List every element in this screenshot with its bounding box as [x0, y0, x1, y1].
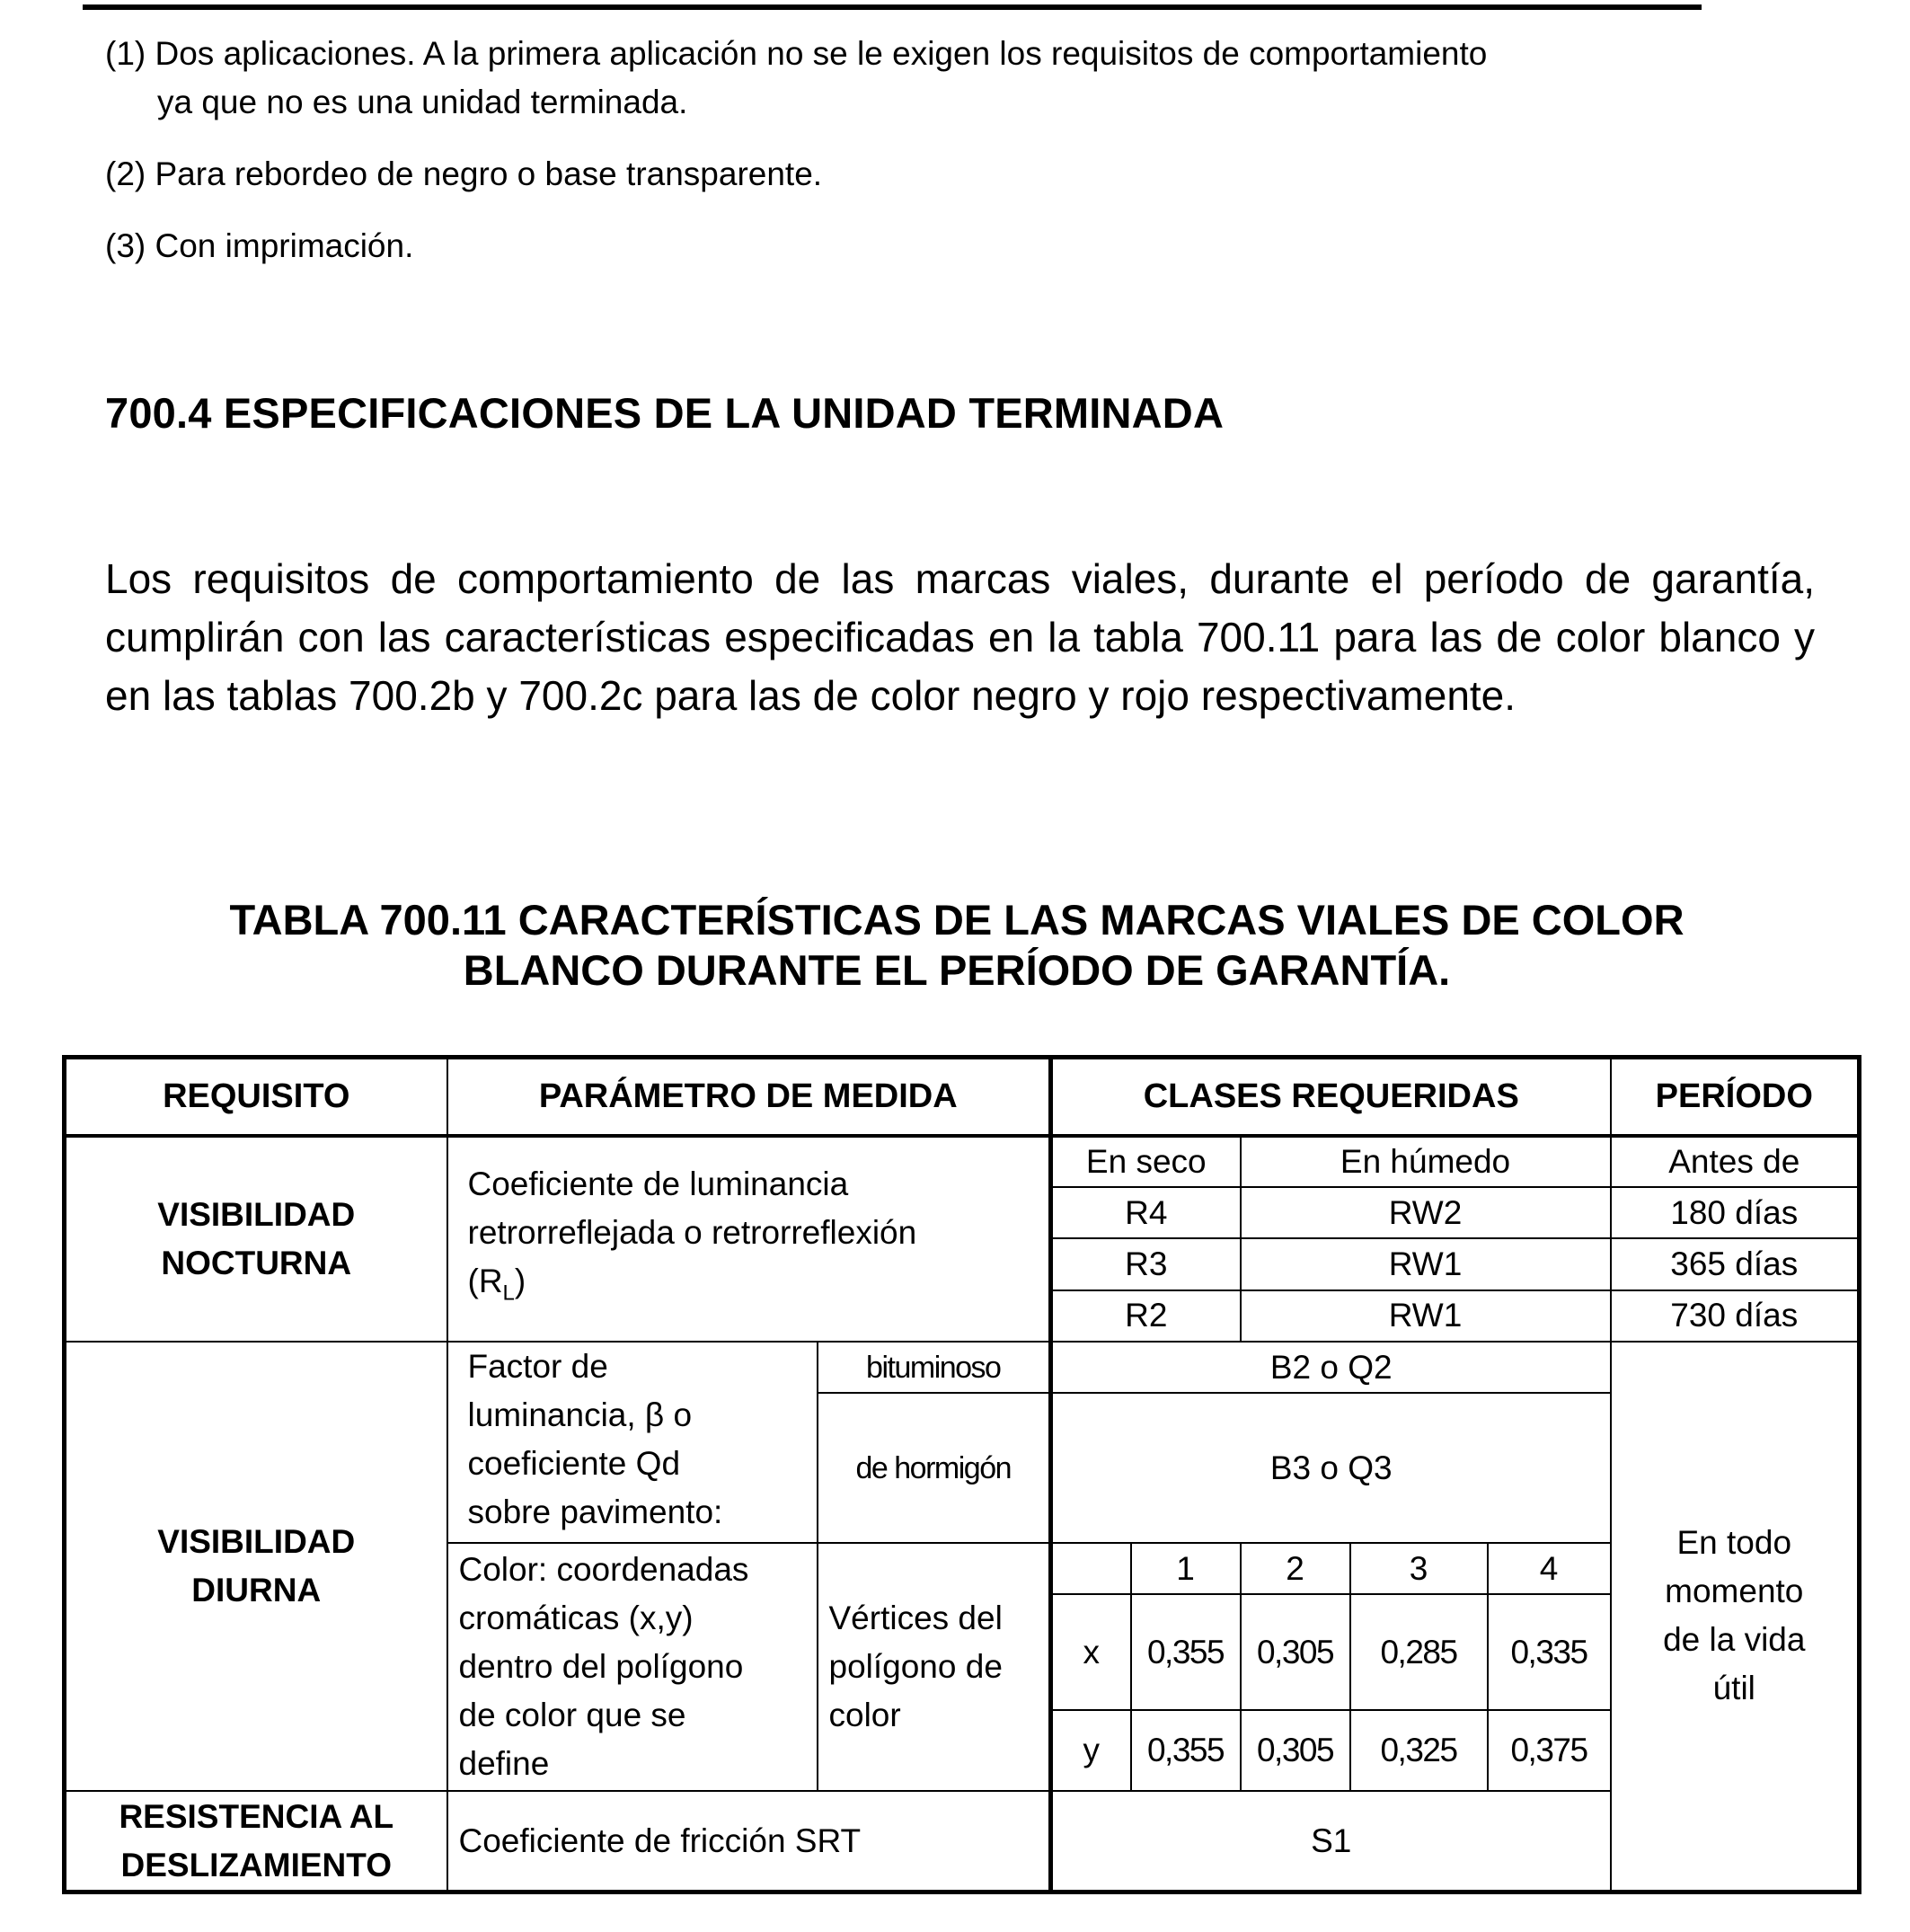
- table-title-line1: TABLA 700.11 CARACTERÍSTICAS DE LAS MARCAS VIALES DE COLOR: [229, 896, 1685, 944]
- header-clases: CLASES REQUERIDAS: [1051, 1058, 1611, 1136]
- top-rule: [83, 4, 1702, 10]
- y-label: y: [1051, 1710, 1131, 1791]
- periodo-vida-util: En todo momento de la vida útil: [1611, 1342, 1860, 1892]
- header-requisito: REQUISITO: [65, 1058, 447, 1136]
- vertex-number: 2: [1241, 1543, 1350, 1594]
- periodo-dias: 365 días: [1611, 1238, 1860, 1289]
- parametro-color-coordenadas: Color: coordenadas cromáticas (x,y) dentro del polígono de color que se define: [447, 1543, 818, 1791]
- footnote-1-continued: ya que no es una unidad terminada.: [157, 84, 688, 120]
- x-value: 0,355: [1131, 1594, 1241, 1710]
- class-s1: S1: [1051, 1791, 1611, 1892]
- periodo-dias: 180 días: [1611, 1187, 1860, 1238]
- x-value: 0,285: [1350, 1594, 1488, 1710]
- col-antes-de: Antes de: [1611, 1136, 1860, 1187]
- pavimento-hormigon: de hormigón: [818, 1393, 1051, 1543]
- col-en-seco: En seco: [1051, 1136, 1241, 1187]
- parametro-factor-luminancia: Factor de luminancia, β o coeficiente Qd sobre pavimento:: [447, 1342, 818, 1543]
- header-row: [65, 1058, 1860, 1136]
- body-paragraph: Los requisitos de comportamiento de las marcas viales, durante el período de garantía, cumplirán con las características especificadas en la tabla 700.11 para las de color blanco y en las tablas 700.2b y 700.2c para las de color negro y rojo respectivamente.: [105, 555, 1815, 719]
- class-bituminoso: B2 o Q2: [1051, 1342, 1611, 1393]
- class-seco: R2: [1051, 1290, 1241, 1342]
- x-label: x: [1051, 1594, 1131, 1710]
- footnote-3: (3) Con imprimación.: [105, 227, 414, 264]
- vertex-number: 3: [1350, 1543, 1488, 1594]
- parametro-coeficiente-friccion: Coeficiente de fricción SRT: [447, 1791, 1051, 1892]
- y-value: 0,375: [1488, 1710, 1611, 1791]
- class-seco: R3: [1051, 1238, 1241, 1289]
- x-value: 0,305: [1241, 1594, 1350, 1710]
- class-humedo: RW1: [1241, 1238, 1611, 1289]
- y-value: 0,305: [1241, 1710, 1350, 1791]
- vertex-number: 4: [1488, 1543, 1611, 1594]
- pavimento-bituminoso: bituminoso: [818, 1342, 1051, 1393]
- y-value: 0,325: [1350, 1710, 1488, 1791]
- footnote-1: (1) Dos aplicaciones. A la primera aplicación no se le exigen los requisitos de comportamiento: [105, 35, 1488, 72]
- footnote-2: (2) Para rebordeo de negro o base transparente.: [105, 155, 823, 192]
- header-periodo: PERÍODO: [1611, 1058, 1860, 1136]
- vertex-number: 1: [1131, 1543, 1241, 1594]
- periodo-dias: 730 días: [1611, 1290, 1860, 1342]
- vertex-corner: [1051, 1543, 1131, 1594]
- table-row: [65, 1791, 1860, 1892]
- header-parametro: PARÁMETRO DE MEDIDA: [447, 1058, 1051, 1136]
- class-hormigon: B3 o Q3: [1051, 1393, 1611, 1543]
- class-humedo: RW1: [1241, 1290, 1611, 1342]
- y-value: 0,355: [1131, 1710, 1241, 1791]
- table-row: [65, 1342, 1860, 1393]
- characteristics-table: [62, 1055, 1861, 1894]
- vertices-poligono: Vértices del polígono de color: [818, 1543, 1051, 1791]
- parametro-coeficiente-luminancia: Coeficiente de luminancia retrorreflejada o retrorreflexión $(R_L)$: [447, 1136, 1051, 1342]
- section-title: 700.4 ESPECIFICACIONES DE LA UNIDAD TERMINADA: [105, 389, 1225, 437]
- requisito-resistencia-deslizamiento: RESISTENCIA AL DESLIZAMIENTO: [65, 1791, 447, 1892]
- col-en-humedo: En húmedo: [1241, 1136, 1611, 1187]
- table-title-line2: BLANCO DURANTE EL PERÍODO DE GARANTÍA.: [463, 946, 1451, 994]
- x-value: 0,335: [1488, 1594, 1611, 1710]
- requisito-visibilidad-nocturna: VISIBILIDAD NOCTURNA: [65, 1136, 447, 1342]
- table-row: [65, 1136, 1860, 1187]
- requisito-visibilidad-diurna: VISIBILIDAD DIURNA: [65, 1342, 447, 1791]
- class-humedo: RW2: [1241, 1187, 1611, 1238]
- class-seco: R4: [1051, 1187, 1241, 1238]
